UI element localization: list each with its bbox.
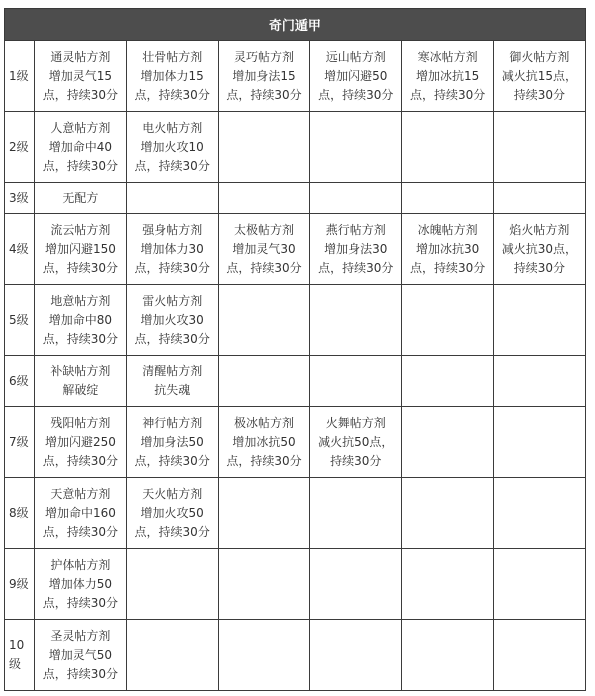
recipe-cell	[493, 407, 585, 478]
recipe-cell	[310, 285, 402, 356]
recipe-cell	[493, 183, 585, 214]
recipe-table	[4, 8, 586, 691]
recipe-cell	[218, 183, 310, 214]
level-cell: 8级	[5, 478, 35, 549]
recipe-cell: 火舞帖方剂 减火抗50点， 持续30分	[310, 407, 402, 478]
recipe-cell	[493, 356, 585, 407]
recipe-cell	[126, 549, 218, 620]
recipe-cell: 强身帖方剂 增加体力30点，持续30分	[126, 214, 218, 285]
recipe-cell: 焰火帖方剂 减火抗30点，持续30分	[493, 214, 585, 285]
table-title: 奇门遁甲	[5, 9, 586, 41]
recipe-cell	[218, 112, 310, 183]
recipe-cell: 地意帖方剂 增加命中80点，持续30分	[35, 285, 127, 356]
table-row	[5, 183, 586, 214]
recipe-cell: 人意帖方剂 增加命中40点，持续30分	[35, 112, 127, 183]
recipe-cell	[402, 112, 494, 183]
table-row	[5, 478, 586, 549]
recipe-cell	[218, 478, 310, 549]
level-cell: 4级	[5, 214, 35, 285]
table-row	[5, 620, 586, 691]
recipe-cell	[310, 549, 402, 620]
recipe-cell	[402, 285, 494, 356]
recipe-cell: 护体帖方剂 增加体力50点，持续30分	[35, 549, 127, 620]
recipe-cell: 远山帖方剂 增加闪避50点，持续30分	[310, 41, 402, 112]
recipe-cell	[402, 183, 494, 214]
recipe-cell	[218, 356, 310, 407]
recipe-cell	[126, 183, 218, 214]
recipe-cell: 壮骨帖方剂 增加体力15点，持续30分	[126, 41, 218, 112]
level-cell: 10级	[5, 620, 35, 691]
recipe-cell	[310, 112, 402, 183]
recipe-cell: 残阳帖方剂 增加闪避250点，持续30分	[35, 407, 127, 478]
recipe-cell: 电火帖方剂 增加火攻10点，持续30分	[126, 112, 218, 183]
recipe-cell	[218, 285, 310, 356]
level-cell: 1级	[5, 41, 35, 112]
recipe-cell: 清醒帖方剂 抗失魂	[126, 356, 218, 407]
recipe-cell	[310, 478, 402, 549]
recipe-cell: 天火帖方剂 增加火攻50点，持续30分	[126, 478, 218, 549]
recipe-cell: 寒冰帖方剂 增加冰抗15点，持续30分	[402, 41, 494, 112]
recipe-cell	[310, 620, 402, 691]
level-cell: 2级	[5, 112, 35, 183]
recipe-cell: 圣灵帖方剂 增加灵气50点，持续30分	[35, 620, 127, 691]
level-cell: 5级	[5, 285, 35, 356]
recipe-cell	[402, 356, 494, 407]
table-row	[5, 41, 586, 112]
table-row	[5, 407, 586, 478]
recipe-cell	[310, 356, 402, 407]
recipe-cell	[126, 620, 218, 691]
recipe-cell: 通灵帖方剂 增加灵气15点，持续30分	[35, 41, 127, 112]
recipe-cell: 灵巧帖方剂 增加身法15点，持续30分	[218, 41, 310, 112]
recipe-cell: 极冰帖方剂 增加冰抗50点，持续30分	[218, 407, 310, 478]
table-row	[5, 356, 586, 407]
table-row	[5, 214, 586, 285]
table-row	[5, 112, 586, 183]
table-row	[5, 285, 586, 356]
recipe-cell	[402, 478, 494, 549]
level-cell: 6级	[5, 356, 35, 407]
recipe-cell: 太极帖方剂 增加灵气30点，持续30分	[218, 214, 310, 285]
recipe-cell	[493, 112, 585, 183]
recipe-cell	[402, 620, 494, 691]
table-row	[5, 549, 586, 620]
recipe-cell	[218, 620, 310, 691]
recipe-cell	[493, 549, 585, 620]
recipe-cell	[493, 620, 585, 691]
recipe-cell: 补缺帖方剂 解破绽	[35, 356, 127, 407]
level-cell: 9级	[5, 549, 35, 620]
recipe-cell	[493, 285, 585, 356]
recipe-cell	[402, 549, 494, 620]
recipe-cell: 天意帖方剂 增加命中160点，持续30分	[35, 478, 127, 549]
recipe-cell	[402, 407, 494, 478]
recipe-cell: 冰魄帖方剂 增加冰抗30点，持续30分	[402, 214, 494, 285]
recipe-cell: 御火帖方剂 减火抗15点，持续30分	[493, 41, 585, 112]
level-cell: 7级	[5, 407, 35, 478]
level-cell: 3级	[5, 183, 35, 214]
recipe-cell	[310, 183, 402, 214]
recipe-cell: 无配方	[35, 183, 127, 214]
recipe-cell: 神行帖方剂 增加身法50点，持续30分	[126, 407, 218, 478]
recipe-cell: 雷火帖方剂 增加火攻30点，持续30分	[126, 285, 218, 356]
recipe-cell: 燕行帖方剂 增加身法30点，持续30分	[310, 214, 402, 285]
recipe-cell	[218, 549, 310, 620]
recipe-cell: 流云帖方剂 增加闪避150点，持续30分	[35, 214, 127, 285]
recipe-cell	[493, 478, 585, 549]
